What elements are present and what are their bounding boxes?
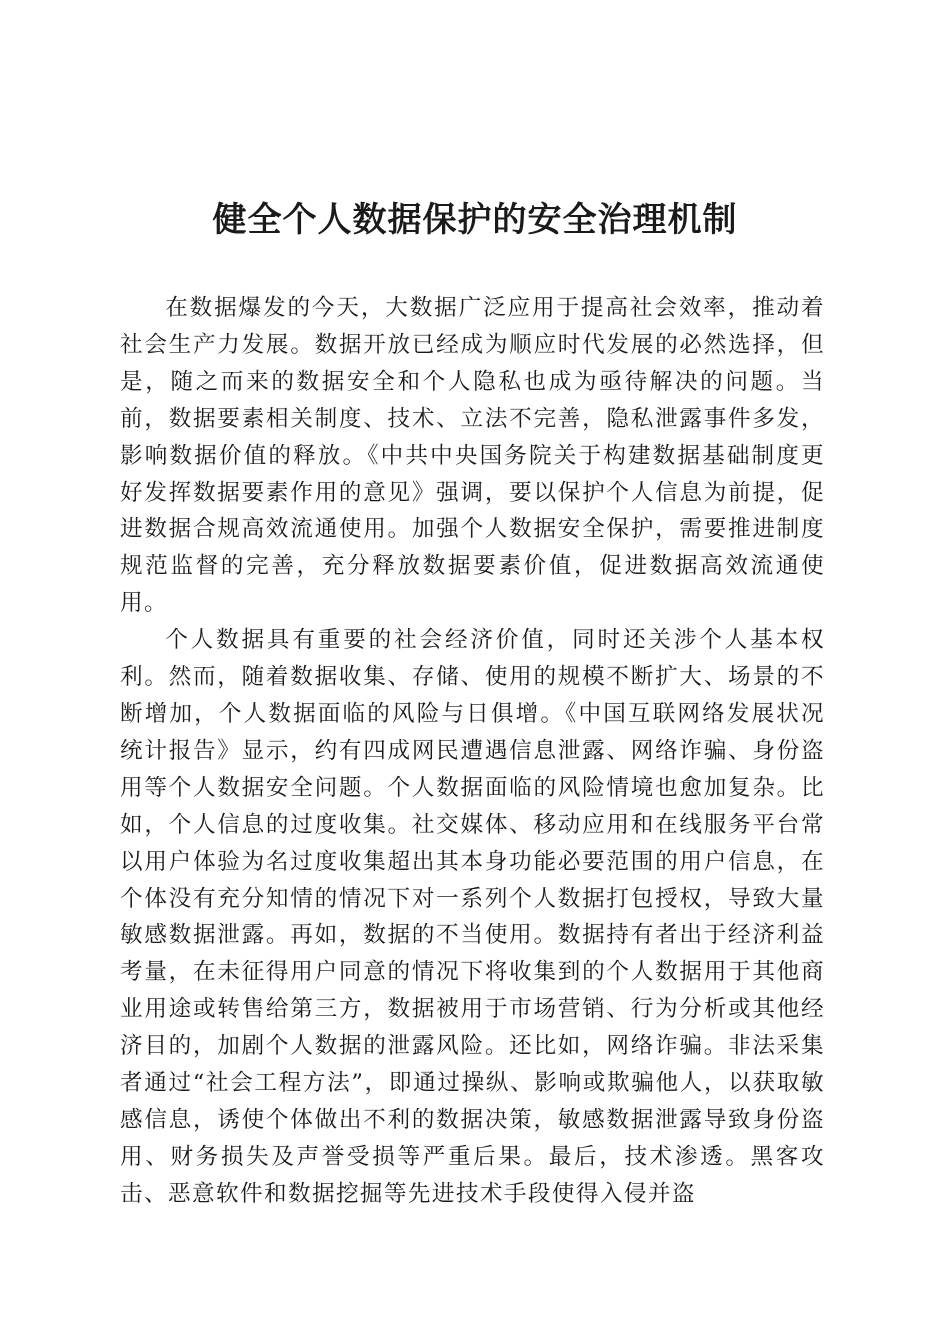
paragraph-2: 个人数据具有重要的社会经济价值，同时还关涉个人基本权利。然而，随着数据收集、存储、使用的规模不断扩大、场景的不断增加，个人数据面临的风险与日俱增。《中国互联网络发展状况统计报告》显示，约有四成网民遭遇信息泄露、网络诈骗、身份盗用等个人数据安全问题。个人数据面临的风险情境也愈加复杂。比如，个人信息的过度收集。社交媒体、移动应用和在线服务平台常以用户体验为名过度收集超出其本身功能必要范围的用户信息，在个体没有充分知情的情况下对一系列个人数据打包授权，导致大量敏感数据泄露。再如，数据的不当使用。数据持有者出于经济利益考量，在未征得用户同意的情况下将收集到的个人数据用于其他商业用途或转售给第三方，数据被用于市场营销、行为分析或其他经济目的，加剧个人数据的泄露风险。还比如，网络诈骗。非法采集者通过“社会工程方法”，即通过操纵、影响或欺骗他人，以获取敏感信息，诱使个体做出不利的数据决策，敏感数据泄露导致身份盗用、财务损失及声誉受损等严重后果。最后，技术渗透。黑客攻击、恶意软件和数据挖掘等先进技术手段使得入侵并盗 [120, 627, 825, 1207]
document-body [120, 290, 825, 1213]
document-title: 健全个人数据保护的安全治理机制 [212, 200, 738, 240]
paragraph-1: 在数据爆发的今天，大数据广泛应用于提高社会效率，推动着社会生产力发展。数据开放已经成为顺应时代发展的必然选择，但是，随之而来的数据安全和个人隐私也成为亟待解决的问题。当前，数据要素相关制度、技术、立法不完善，隐私泄露事件多发，影响数据价值的释放。《中共中央国务院关于构建数据基础制度更好发挥数据要素作用的意见》强调，要以保护个人信息为前提，促进数据合规高效流通使用。加强个人数据安全保护，需要推进制度规范监督的完善，充分释放数据要素价值，促进数据高效流通使用。 [120, 295, 825, 617]
